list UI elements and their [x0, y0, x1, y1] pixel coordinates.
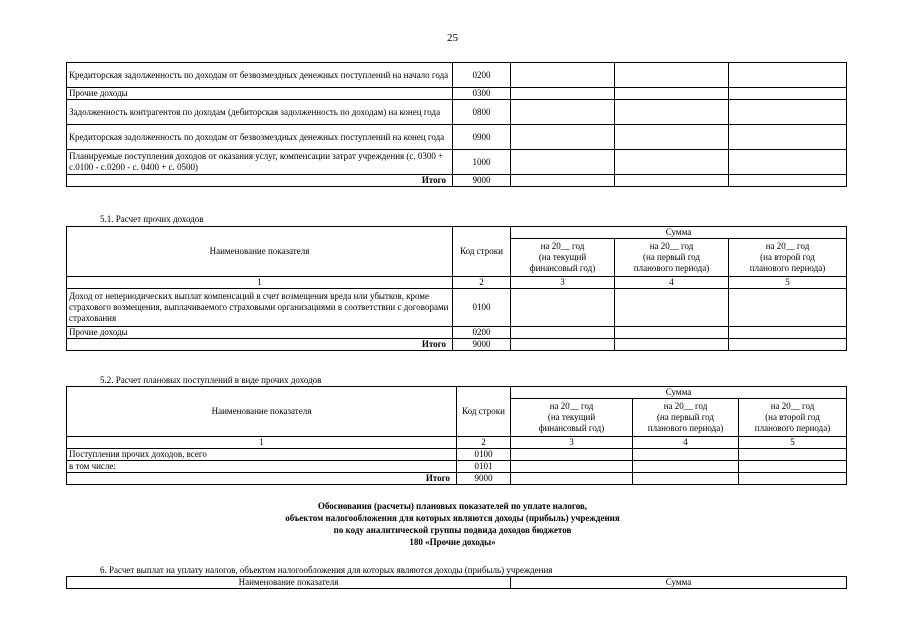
- header-sum: Сумма: [511, 227, 847, 239]
- header-name: Наименование показателя: [67, 227, 453, 277]
- value-cell[interactable]: [615, 339, 729, 351]
- header-col5: на 20__ год (на второй год планового периода): [729, 239, 847, 277]
- table-row-name: Кредиторская задолженность по доходам от безвозмездных денежных поступлений на начало года: [67, 63, 453, 88]
- value-cell[interactable]: [511, 449, 633, 461]
- page-number: 25: [447, 32, 458, 44]
- value-cell[interactable]: [615, 327, 729, 339]
- header-col5: на 20__ год (на второй год планового периода): [739, 399, 847, 437]
- section-5-2-title: 5.2. Расчет плановых поступлений в виде прочих доходов: [100, 375, 322, 385]
- table-row-code: 0101: [457, 461, 511, 473]
- header-col3: на 20__ год (на текущий финансовый год): [511, 399, 633, 437]
- heading-line: 180 «Прочие доходы»: [409, 537, 496, 547]
- section-5-1-table: [66, 226, 847, 351]
- table-row-code: 0200: [453, 327, 511, 339]
- header-sum: Сумма: [511, 577, 847, 589]
- value-cell[interactable]: [511, 289, 615, 327]
- table-row-name: Доход от непериодических выплат компенсаций в счет возмещения вреда или убытков, кроме страхового возмещения, выплачиваемого страховыми организациями в соответствии с договорами страхования: [67, 289, 453, 327]
- header-col3: на 20__ год (на текущий финансовый год): [511, 239, 615, 277]
- section-5-1-title: 5.1. Расчет прочих доходов: [100, 214, 204, 224]
- table-row-code: 1000: [453, 150, 511, 175]
- column-number: 4: [633, 437, 739, 449]
- table-row-code: 0800: [453, 100, 511, 125]
- value-cell[interactable]: [511, 461, 633, 473]
- header-col4: на 20__ год (на первый год планового периода): [633, 399, 739, 437]
- value-cell[interactable]: [633, 473, 739, 485]
- table-row-code: 0300: [453, 88, 511, 100]
- column-number: 4: [615, 277, 729, 289]
- value-cell[interactable]: [729, 63, 847, 88]
- value-cell[interactable]: [729, 175, 847, 187]
- value-cell[interactable]: [729, 150, 847, 175]
- heading-line: объектом налогообложения для которых являются доходы (прибыль) учреждения: [285, 513, 620, 523]
- column-number: 5: [729, 277, 847, 289]
- value-cell[interactable]: [615, 125, 729, 150]
- column-number: 5: [739, 437, 847, 449]
- total-label: Итого: [67, 339, 453, 351]
- table-row-name: Прочие доходы: [67, 88, 453, 100]
- value-cell[interactable]: [511, 339, 615, 351]
- table-row-name: Планируемые поступления доходов от оказания услуг, компенсации затрат учреждения (с. 0300 + с.0100 - с.0200 - с. 0400 + с. 0500): [67, 150, 453, 175]
- table-row-code: 0100: [453, 289, 511, 327]
- header-code: Код строки: [453, 227, 511, 277]
- column-number: 2: [457, 437, 511, 449]
- table-row-name: Кредиторская задолженность по доходам от безвозмездных денежных поступлений на конец года: [67, 125, 453, 150]
- header-sum: Сумма: [511, 387, 847, 399]
- column-number: 1: [67, 437, 457, 449]
- section-5-2-table: [66, 386, 847, 485]
- column-number: 2: [453, 277, 511, 289]
- value-cell[interactable]: [729, 289, 847, 327]
- total-code: 9000: [457, 473, 511, 485]
- column-number: 1: [67, 277, 453, 289]
- header-name: Наименование показателя: [67, 387, 457, 437]
- value-cell[interactable]: [729, 125, 847, 150]
- section-heading: [0, 500, 905, 548]
- value-cell[interactable]: [511, 100, 615, 125]
- value-cell[interactable]: [615, 100, 729, 125]
- table-row-code: 0200: [453, 63, 511, 88]
- value-cell[interactable]: [511, 88, 615, 100]
- value-cell[interactable]: [615, 88, 729, 100]
- value-cell[interactable]: [729, 339, 847, 351]
- section-6-title: 6. Расчет выплат на уплату налогов, объектом налогообложения для которых являются доходы (прибыль) учреждения: [100, 565, 553, 575]
- total-label: Итого: [67, 175, 453, 187]
- top-table: [66, 62, 847, 187]
- value-cell[interactable]: [511, 63, 615, 88]
- value-cell[interactable]: [633, 449, 739, 461]
- heading-line: по коду аналитической группы подвида доходов бюджетов: [333, 525, 572, 535]
- value-cell[interactable]: [739, 473, 847, 485]
- value-cell[interactable]: [729, 100, 847, 125]
- value-cell[interactable]: [729, 88, 847, 100]
- table-row-name: в том числе:: [67, 461, 457, 473]
- value-cell[interactable]: [739, 449, 847, 461]
- total-label: Итого: [67, 473, 457, 485]
- value-cell[interactable]: [511, 473, 633, 485]
- table-row-code: 0900: [453, 125, 511, 150]
- value-cell[interactable]: [739, 461, 847, 473]
- value-cell[interactable]: [729, 327, 847, 339]
- value-cell[interactable]: [511, 150, 615, 175]
- value-cell[interactable]: [615, 175, 729, 187]
- value-cell[interactable]: [511, 125, 615, 150]
- heading-line: Обоснования (расчеты) плановых показателей по уплате налогов,: [317, 501, 588, 511]
- value-cell[interactable]: [615, 150, 729, 175]
- header-col4: на 20__ год (на первый год планового периода): [615, 239, 729, 277]
- table-row-code: 0100: [457, 449, 511, 461]
- value-cell[interactable]: [615, 63, 729, 88]
- table-row-name: Прочие доходы: [67, 327, 453, 339]
- column-number: 3: [511, 437, 633, 449]
- value-cell[interactable]: [511, 175, 615, 187]
- header-name: Наименование показателя: [67, 577, 511, 589]
- value-cell[interactable]: [615, 289, 729, 327]
- section-6-table: [66, 576, 847, 589]
- total-code: 9000: [453, 339, 511, 351]
- value-cell[interactable]: [633, 461, 739, 473]
- header-code: Код строки: [457, 387, 511, 437]
- table-row-name: Поступления прочих доходов, всего: [67, 449, 457, 461]
- value-cell[interactable]: [511, 327, 615, 339]
- column-number: 3: [511, 277, 615, 289]
- table-row-name: Задолженность контрагентов по доходам (дебиторская задолженность по доходам) на конец года: [67, 100, 453, 125]
- total-code: 9000: [453, 175, 511, 187]
